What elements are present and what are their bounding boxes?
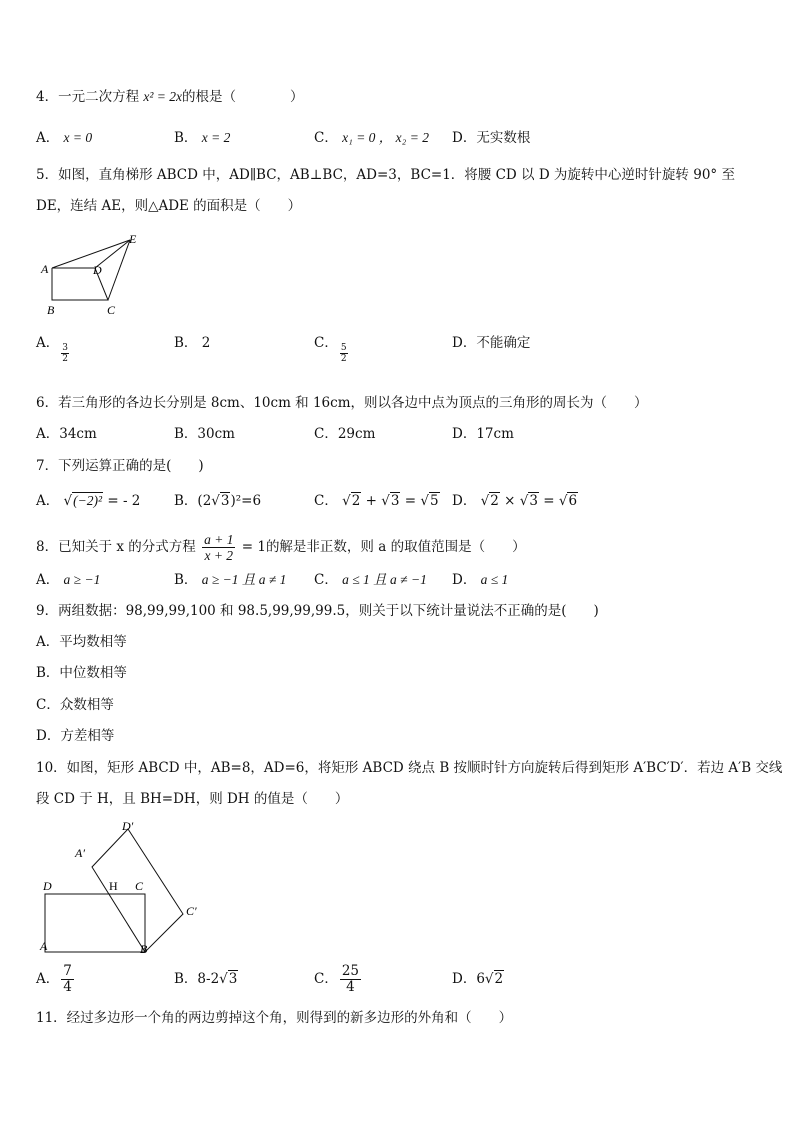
option-text: 17cm bbox=[476, 426, 514, 442]
option-label: C． bbox=[314, 426, 338, 442]
q4-stem bbox=[36, 87, 304, 107]
label-h: H bbox=[109, 879, 118, 893]
q8-stem-suffix: 的解是非正数，则 a 的取值范围是（ ） bbox=[265, 539, 526, 555]
radicand: 3 bbox=[220, 493, 230, 509]
q8-option-a[interactable] bbox=[36, 570, 100, 590]
option-label: D． bbox=[452, 493, 477, 509]
q4-stem-suffix: 的根是（ ） bbox=[182, 89, 304, 105]
radicand: 3 bbox=[529, 493, 538, 509]
option-text: a ≤ 1 bbox=[480, 572, 509, 587]
numerator: 25 bbox=[341, 963, 360, 979]
q5-option-c[interactable] bbox=[314, 333, 348, 364]
q9-option-c[interactable]: C．众数相等 bbox=[36, 697, 114, 713]
option-label: A． bbox=[36, 493, 60, 509]
option-text: 30cm bbox=[197, 426, 235, 442]
option-label: C． bbox=[314, 572, 338, 588]
label-c: C bbox=[135, 879, 144, 893]
label-c-prime: C′ bbox=[186, 904, 197, 918]
q8-stem bbox=[36, 532, 526, 563]
denominator: 2 bbox=[62, 354, 68, 364]
q4-option-d[interactable] bbox=[452, 128, 530, 148]
q5-option-a[interactable] bbox=[36, 333, 69, 364]
numerator: 3 bbox=[62, 343, 68, 353]
option-label: A． bbox=[36, 572, 60, 588]
q4-stem-prefix: 4．一元二次方程 bbox=[36, 89, 144, 105]
numerator: a + 1 bbox=[204, 532, 234, 547]
q8-fraction bbox=[202, 532, 235, 563]
radicand: 2 bbox=[351, 493, 361, 509]
label-c: C bbox=[107, 303, 116, 317]
label-a: A bbox=[40, 939, 48, 953]
option-label: A． bbox=[36, 335, 60, 351]
q7-option-b[interactable]: B．(2√3)²=6 bbox=[174, 493, 262, 509]
label-b: B bbox=[47, 303, 55, 317]
option-label: B． bbox=[174, 426, 198, 442]
q4-equation: x² = 2x bbox=[143, 89, 183, 104]
option-text: a ≥ −1 bbox=[63, 572, 101, 587]
option-label: C． bbox=[314, 971, 338, 987]
option-rest: = - 2 bbox=[103, 493, 141, 509]
denominator: 4 bbox=[63, 979, 72, 995]
q6-option-b[interactable] bbox=[174, 424, 235, 444]
option-pre: 8-2 bbox=[197, 971, 220, 987]
q4-option-c[interactable] bbox=[314, 128, 429, 148]
label-d: D bbox=[93, 263, 102, 277]
fraction bbox=[340, 343, 348, 364]
radicand: 2 bbox=[494, 971, 504, 987]
option-label: C． bbox=[314, 130, 338, 146]
q5-stem-line2: DE，连结 AE，则△ADE 的面积是（ ） bbox=[36, 198, 302, 214]
q6-option-a[interactable] bbox=[36, 424, 97, 444]
q7-option-c[interactable]: C． √2 + √3 = √5 bbox=[314, 493, 439, 509]
denominator: 4 bbox=[346, 979, 355, 995]
q5-option-b[interactable] bbox=[174, 333, 210, 353]
option-label: D． bbox=[452, 426, 477, 442]
radicand: 2 bbox=[490, 493, 499, 509]
q10-option-c[interactable] bbox=[314, 964, 363, 995]
numerator: 5 bbox=[340, 343, 347, 353]
q6-stem: 6．若三角形的各边长分别是 8cm、10cm 和 16cm，则以各边中点为顶点的三角形的周长为（ ） bbox=[36, 395, 648, 411]
q10-stem-line2: 段 CD 于 H，且 BH=DH，则 DH 的值是（ ） bbox=[36, 791, 349, 807]
option-text: 34cm bbox=[59, 426, 97, 442]
option-pre: 6 bbox=[476, 971, 485, 987]
label-a-prime: A′ bbox=[75, 846, 85, 860]
label-d-prime: D′ bbox=[122, 819, 134, 833]
option-label: B． bbox=[174, 572, 198, 588]
numerator: 7 bbox=[63, 963, 72, 979]
option-label: D． bbox=[452, 572, 477, 588]
q6-option-d[interactable] bbox=[452, 424, 514, 444]
option-label: A． bbox=[36, 426, 60, 442]
q10-rectangle-figure bbox=[36, 815, 216, 960]
radicand: (−2)² bbox=[73, 493, 103, 508]
label-d: D bbox=[43, 879, 52, 893]
radicand: 3 bbox=[228, 971, 238, 987]
option-label: D． bbox=[452, 130, 477, 146]
option-label: B． bbox=[174, 971, 198, 987]
label-e: E bbox=[129, 232, 137, 246]
option-label: C． bbox=[314, 335, 338, 351]
option-text: a ≤ 1 且 a ≠ −1 bbox=[342, 572, 427, 587]
q6-option-c[interactable] bbox=[314, 424, 375, 444]
fraction bbox=[61, 964, 74, 995]
option-label: D． bbox=[452, 971, 477, 987]
radicand: 6 bbox=[568, 493, 578, 509]
q9-option-b[interactable]: B．中位数相等 bbox=[36, 665, 127, 681]
option-label: B． bbox=[174, 130, 198, 146]
denominator: x + 2 bbox=[204, 548, 234, 563]
q5-option-d[interactable] bbox=[452, 333, 530, 353]
label-a: A bbox=[41, 262, 49, 276]
q10-stem-line1: 10．如图，矩形 ABCD 中，AB=8，AD=6，将矩形 ABCD 绕点 B 按顺时针方向旋转后得到矩形 A′BC′D′．若边 A′B 交线 bbox=[36, 760, 783, 776]
label-b: B bbox=[140, 942, 148, 956]
q7-stem: 7．下列运算正确的是( ) bbox=[36, 458, 204, 474]
radicand: 5 bbox=[429, 493, 439, 509]
operator: = bbox=[400, 493, 421, 509]
q9-option-a[interactable]: A．平均数相等 bbox=[36, 634, 127, 650]
q10-option-d[interactable]: D．6√2 bbox=[452, 971, 504, 987]
operator: = bbox=[538, 493, 559, 509]
q5-trapezoid-figure bbox=[36, 230, 146, 320]
option-text: 无实数根 bbox=[476, 130, 531, 146]
option-label: D． bbox=[452, 335, 477, 351]
option-text: x = 2 bbox=[201, 130, 231, 145]
option-text: 29cm bbox=[337, 426, 376, 442]
q8-option-d[interactable] bbox=[452, 570, 508, 590]
option-text: x = 0 bbox=[63, 130, 93, 145]
q8-stem-prefix: 8．已知关于 x 的分式方程 bbox=[36, 539, 201, 555]
option-label: B． bbox=[174, 493, 198, 509]
q4-option-b[interactable] bbox=[174, 128, 230, 148]
q8-option-b[interactable] bbox=[174, 570, 286, 590]
q8-option-c[interactable] bbox=[314, 570, 427, 590]
q5-stem-line1: 5．如图，直角梯形 ABCD 中，AD∥BC，AB⊥BC，AD=3，BC=1．将腰 CD 以 D 为旋转中心逆时针旋转 90° 至 bbox=[36, 167, 735, 183]
operator: × bbox=[499, 493, 520, 509]
option-label: A． bbox=[36, 130, 60, 146]
q11-stem: 11．经过多边形一个角的两边剪掉这个角，则得到的新多边形的外角和（ ） bbox=[36, 1010, 513, 1026]
option-label: C． bbox=[314, 493, 338, 509]
option-text: a ≥ −1 且 a ≠ 1 bbox=[201, 572, 287, 587]
option-pre: (2 bbox=[197, 493, 212, 509]
option-post: )²=6 bbox=[230, 493, 262, 509]
q7-option-d[interactable]: D． √2 × √3 = √6 bbox=[452, 493, 578, 509]
q8-equals: = 1 bbox=[237, 539, 266, 555]
q10-option-a[interactable] bbox=[36, 964, 76, 995]
radicand: 3 bbox=[390, 493, 400, 509]
q9-option-d[interactable]: D．方差相等 bbox=[36, 728, 115, 744]
option-label: A． bbox=[36, 971, 60, 987]
q4-option-a[interactable] bbox=[36, 128, 92, 148]
option-label: B． bbox=[174, 335, 198, 351]
segment-ae bbox=[52, 240, 130, 268]
q7-option-a[interactable]: A． √(−2)² = - 2 bbox=[36, 493, 141, 509]
operator: + bbox=[361, 493, 382, 509]
q10-option-b[interactable]: B．8-2√3 bbox=[174, 971, 238, 987]
fraction bbox=[340, 964, 361, 995]
q9-stem: 9．两组数据：98,99,99,100 和 98.5,99,99,99.5，则关于以下统计量说法不正确的是( ) bbox=[36, 603, 599, 619]
option-text: x₁ = 0 ， x₂ = 2 bbox=[342, 130, 429, 145]
denominator: 2 bbox=[340, 354, 347, 364]
rectangle-abcd bbox=[45, 894, 145, 952]
fraction bbox=[61, 343, 69, 364]
option-text: 2 bbox=[201, 335, 211, 351]
option-text: 不能确定 bbox=[476, 335, 531, 351]
